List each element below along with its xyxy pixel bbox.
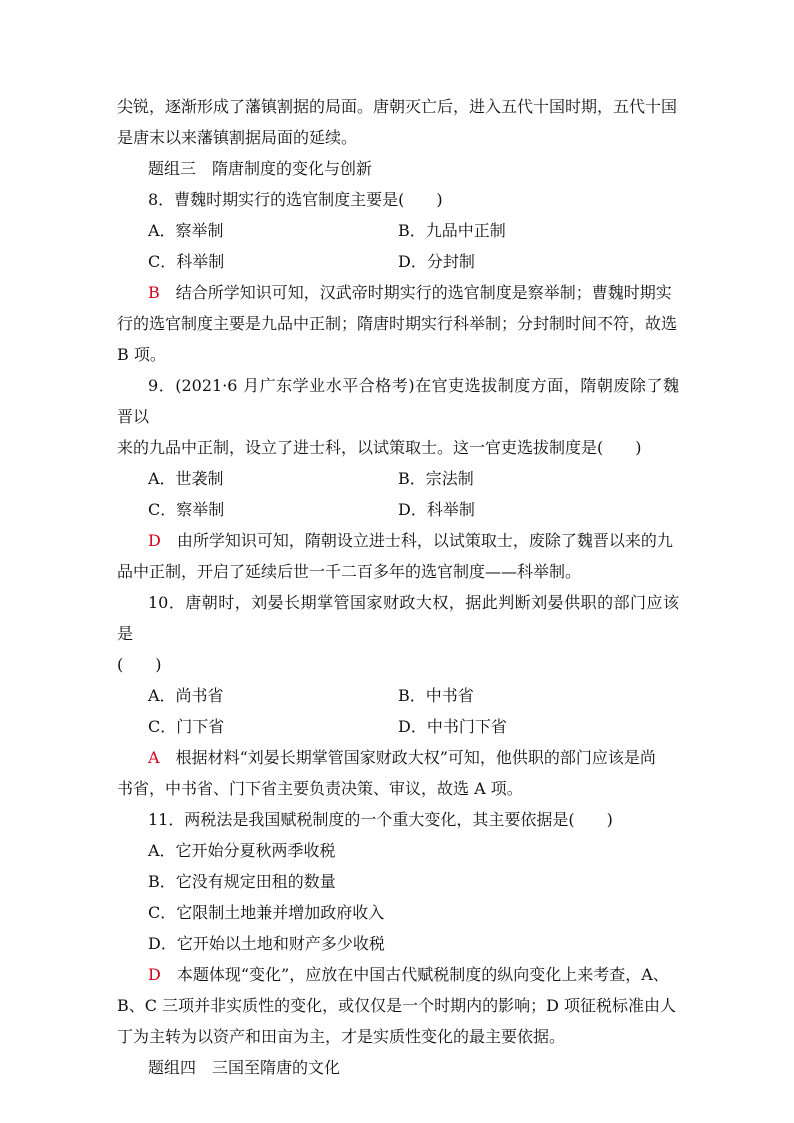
answer-letter: D (148, 531, 161, 550)
option-row (117, 215, 679, 246)
option-a: A．它开始分夏秋两季收税 (148, 841, 336, 860)
option-row (117, 928, 679, 959)
option-a: A．尚书省 (148, 686, 224, 705)
option-c: C．门下省 (148, 717, 225, 736)
question-stem: 9．(2021·6 月广东学业水平合格考)在官吏选拔制度方面，隋朝废除了魏晋以 (117, 376, 679, 426)
option-d: D．中书门下省 (398, 717, 507, 736)
section-heading: 题组三 隋唐制度的变化与创新 (148, 159, 373, 178)
option-c: C．科举制 (148, 252, 225, 271)
intro-line: 尖锐，逐渐形成了藩镇割据的局面。唐朝灭亡后，进入五代十国时期，五代十国 (117, 97, 678, 116)
option-row (117, 246, 679, 277)
option-d: D．它开始以土地和财产多少收税 (148, 934, 385, 953)
explanation-text: 结合所学知识可知，汉武帝时期实行的选官制度是察举制；曹魏时期实 (175, 283, 672, 302)
answer-letter: D (148, 965, 161, 984)
question-stem: 11．两税法是我国赋税制度的一个重大变化，其主要依据是( ) (148, 810, 613, 829)
option-a: A．察举制 (148, 221, 224, 240)
question-stem: ( ) (117, 655, 162, 674)
explanation-text: 丁为主转为以资产和田亩为主，才是实质性变化的最主要依据。 (117, 1027, 566, 1046)
answer-explanation (117, 525, 679, 556)
option-c: C．它限制土地兼并增加政府收入 (148, 903, 385, 922)
option-b: B．宗法制 (398, 469, 474, 488)
option-row (117, 835, 679, 866)
option-row (117, 711, 679, 742)
answer-letter: B (148, 283, 160, 302)
explanation-text: 书省，中书省、门下省主要负责决策、审议，故选 A 项。 (117, 779, 523, 798)
answer-explanation (117, 277, 679, 308)
explanation-text: 本题体现“变化”，应放在中国古代赋税制度的纵向变化上来考查，A、 (176, 965, 669, 984)
option-b: B．中书省 (398, 686, 474, 705)
document-body (117, 91, 679, 1083)
explanation-text: 品中正制，开启了延续后世一千二百多年的选官制度——科举制。 (117, 562, 582, 581)
option-row (117, 680, 679, 711)
section-heading: 题组四 三国至隋唐的文化 (148, 1058, 341, 1077)
option-b: B．九品中正制 (398, 221, 506, 240)
explanation-text: 由所学知识可知，隋朝设立进士科，以试策取士，废除了魏晋以来的九 (176, 531, 673, 550)
answer-letter: A (148, 748, 160, 767)
option-row (117, 494, 679, 525)
option-a: A．世袭制 (148, 469, 224, 488)
explanation-text: 行的选官制度主要是九品中正制；隋唐时期实行科举制；分封制时间不符，故选 (117, 314, 678, 333)
option-b: B．它没有规定田租的数量 (148, 872, 336, 891)
option-row (117, 463, 679, 494)
option-d: D．分封制 (398, 252, 475, 271)
answer-explanation (117, 742, 679, 773)
explanation-text: B、C 三项并非实质性的变化，或仅仅是一个时期内的影响；D 项征税标准由人 (117, 996, 677, 1015)
intro-line: 是唐末以来藩镇割据局面的延续。 (117, 128, 358, 147)
answer-explanation (117, 959, 679, 990)
question-stem: 10．唐朝时，刘晏长期掌管国家财政大权，据此判断刘晏供职的部门应该是 (117, 593, 679, 643)
explanation-text: 根据材料“刘晏长期掌管国家财政大权”可知，他供职的部门应该是尚 (175, 748, 656, 767)
option-row (117, 897, 679, 928)
option-row (117, 866, 679, 897)
explanation-text: B 项。 (117, 345, 166, 364)
question-stem: 来的九品中正制，设立了进士科，以试策取士。这一官吏选拔制度是( ) (117, 438, 642, 457)
option-c: C．察举制 (148, 500, 225, 519)
option-d: D．科举制 (398, 500, 475, 519)
question-stem: 8．曹魏时期实行的选官制度主要是( ) (148, 190, 443, 209)
